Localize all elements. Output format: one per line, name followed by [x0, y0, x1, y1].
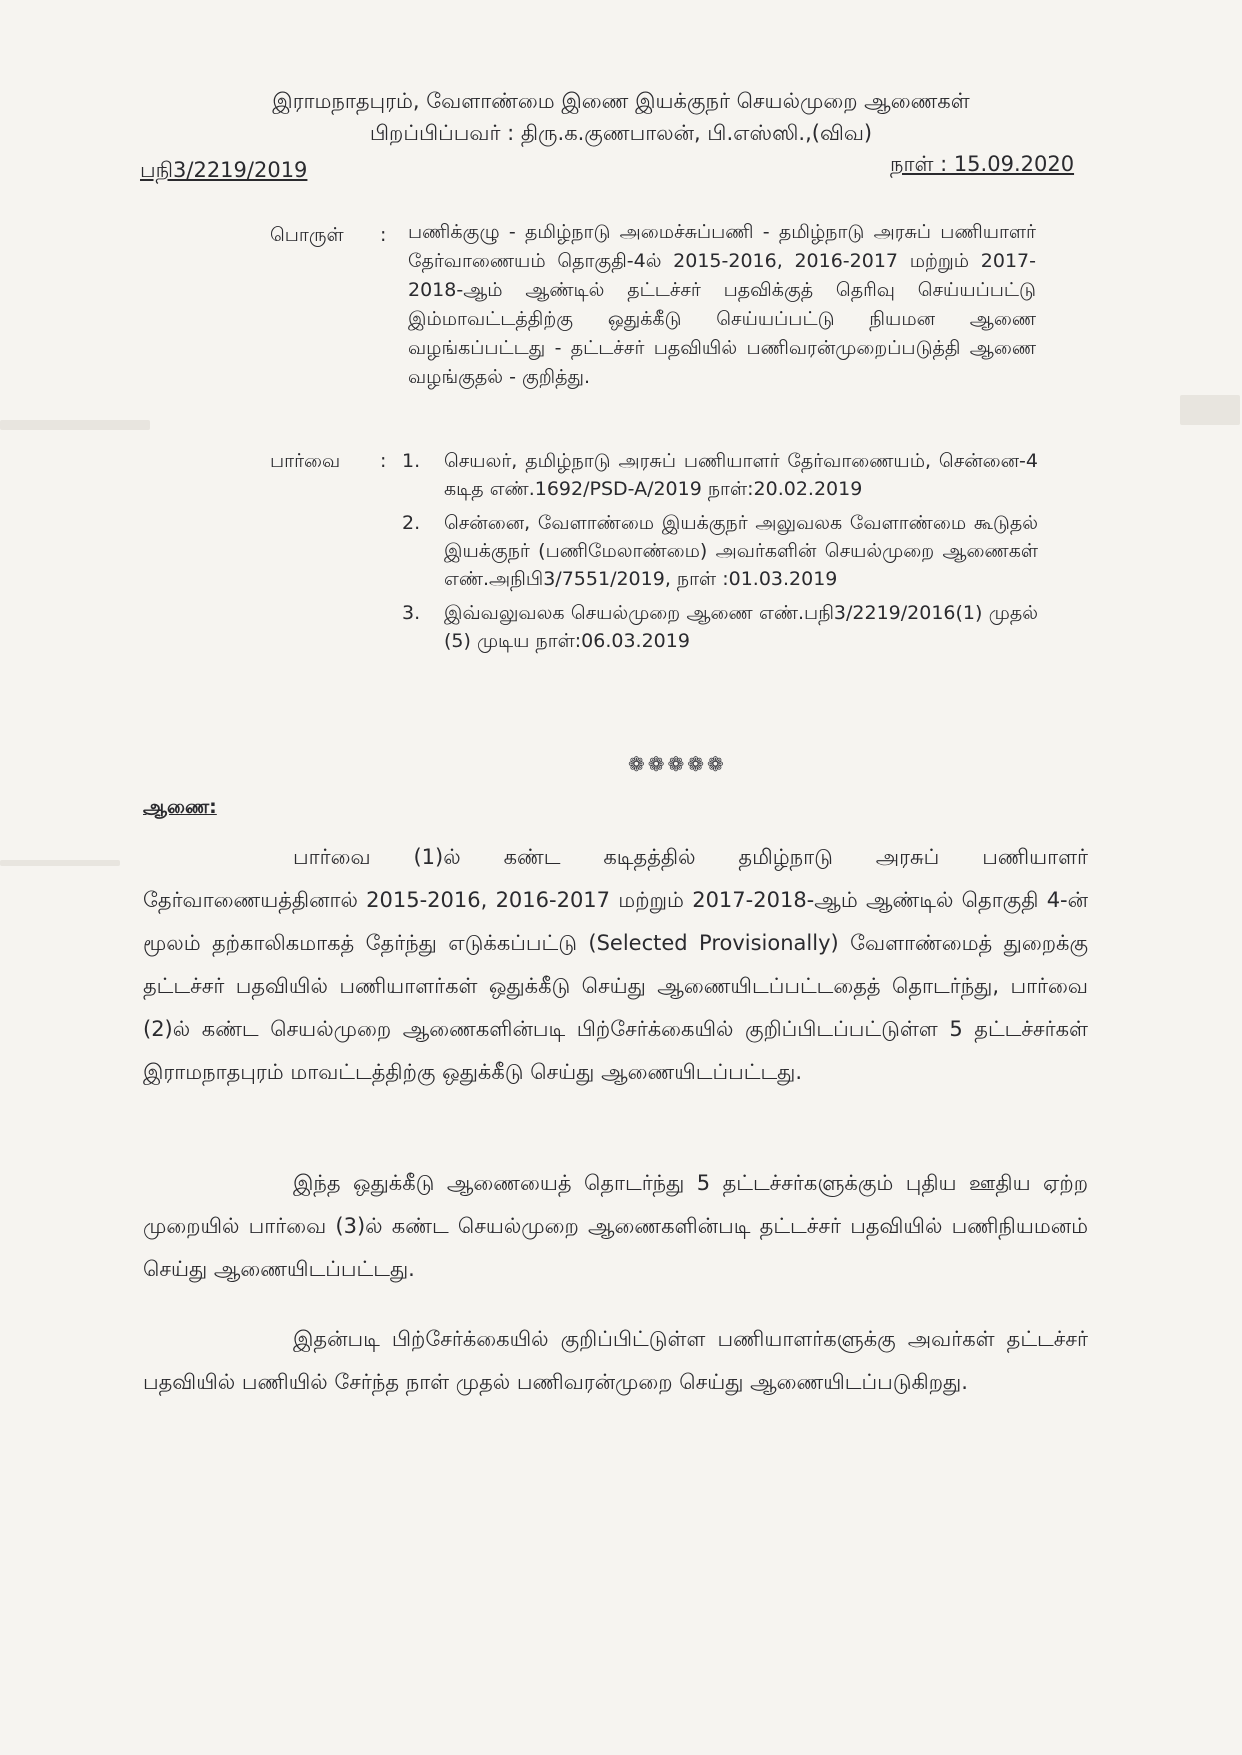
- references-colon: :: [380, 450, 387, 472]
- order-paragraph-2: இந்த ஒதுக்கீடு ஆணையைத் தொடர்ந்து 5 தட்டச்சர்களுக்கும் புதிய ஊதிய ஏற்ற முறையில் பார்வை (3)ல் கண்ட செயல்முறை ஆணைகளின்படி தட்டச்சர் பதவியில் பணிநியமனம் செய்து ஆணையிடப்பட்டது.: [143, 1171, 1088, 1281]
- reference-item: [402, 509, 1038, 593]
- subject-colon: :: [380, 224, 387, 246]
- reference-number-label: 3.: [402, 602, 421, 624]
- order-paragraph-1: பார்வை (1)ல் கண்ட கடிதத்தில் தமிழ்நாடு அரசுப் பணியாளர் தேர்வாணையத்தினால் 2015-2016, 2016-2017 மற்றும் 2017-2018-ஆம் ஆண்டில் தொகுதி 4-ன் மூலம் தற்காலிகமாகத் தேர்ந்து எடுக்கப்பட்டு (Selected Provisionally) வேளாண்மைத் துறைக்கு தட்டச்சர் பதவியில் பணியாளர்கள் ஒதுக்கீடு செய்து ஆணையிடப்பட்டதைத் தொடர்ந்து, பார்வை (2)ல் கண்ட செயல்முறை ஆணைகளின்படி பிற்சேர்க்கையில் குறிப்பிடப்பட்டுள்ள 5 தட்டச்சர்கள் இராமநாதபுரம் மாவட்டத்திற்கு ஒதுக்கீடு செய்து ஆணையிடப்பட்டது.: [143, 845, 1088, 1084]
- order-paragraph-3: இதன்படி பிற்சேர்க்கையில் குறிப்பிட்டுள்ள பணியாளர்களுக்கு அவர்கள் தட்டச்சர் பதவியில் பணியில் சேர்ந்த நாள் முதல் பணிவரன்முறை செய்து ஆணையிடப்படுகிறது.: [143, 1327, 1088, 1394]
- references-list: [402, 447, 1038, 661]
- header-line-2: பிறப்பிப்பவர் : திரு.க.குணபாலன், பி.எஸ்ஸி.,(விவ): [369, 121, 873, 145]
- scan-smudge: [0, 420, 150, 430]
- reference-number: பநி3/2219/2019: [140, 158, 308, 182]
- scan-smudge: [0, 860, 120, 866]
- reference-text: இவ்வலுவலக செயல்முறை ஆணை எண்.பநி3/2219/2016(1) முதல் (5) முடிய நாள்:06.03.2019: [444, 602, 1038, 652]
- order-heading: ஆணை:: [143, 796, 217, 818]
- header-line-1: இராமநாதபுரம், வேளாண்மை இணை இயக்குநர் செயல்முறை ஆணைகள்: [272, 89, 970, 113]
- scan-smudge: [1180, 395, 1240, 425]
- order-date: நாள் : 15.09.2020: [890, 152, 1075, 176]
- reference-item: [402, 599, 1038, 655]
- reference-item: [402, 447, 1038, 503]
- separator-ornament: ❁❁❁❁❁: [628, 752, 727, 776]
- subject-text: பணிக்குழு - தமிழ்நாடு அமைச்சுப்பணி - தமிழ்நாடு அரசுப் பணியாளர் தேர்வாணையம் தொகுதி-4ல் 2015-2016, 2016-2017 மற்றும் 2017-2018-ஆம் ஆண்டில் தட்டச்சர் பதவிக்குத் தெரிவு செய்யப்பட்டு இம்மாவட்டத்திற்கு ஒதுக்கீடு செய்யப்பட்டு நியமன ஆணை வழங்கப்பட்டது - தட்டச்சர் பதவியில் பணிவரன்முறைப்படுத்தி ஆணை வழங்குதல் - குறித்து.: [408, 221, 1036, 388]
- reference-number-label: 2.: [402, 512, 421, 534]
- reference-number-label: 1.: [402, 450, 421, 472]
- reference-text: சென்னை, வேளாண்மை இயக்குநர் அலுவலக வேளாண்மை கூடுதல் இயக்குநர் (பணிமேலாண்மை) அவர்களின் செயல்முறை ஆணைகள் எண்.அநிபி3/7551/2019, நாள் :01.03.2019: [444, 512, 1038, 590]
- subject-label: பொருள்: [270, 224, 344, 246]
- reference-text: செயலர், தமிழ்நாடு அரசுப் பணியாளர் தேர்வாணையம், சென்னை-4 கடித எண்.1692/PSD-A/2019 நாள்:20.02.2019: [444, 450, 1038, 500]
- references-label: பார்வை: [270, 450, 341, 472]
